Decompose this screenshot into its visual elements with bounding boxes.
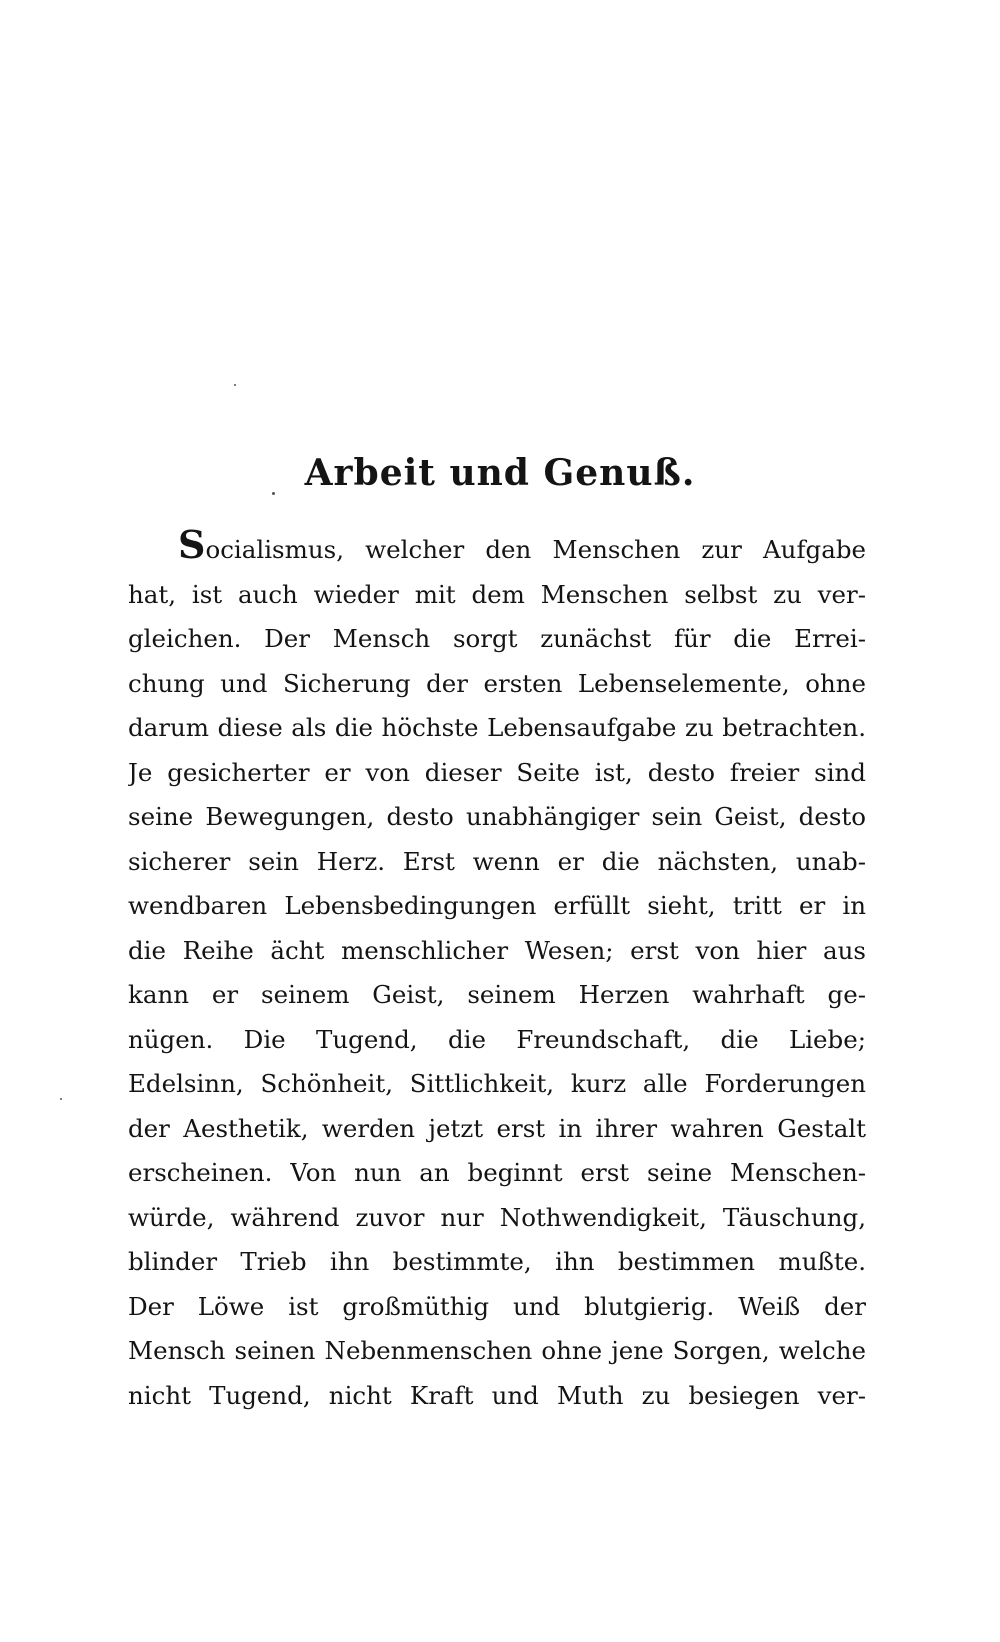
text-line: darum diese als die höchste Lebensaufgabe zu betrachten. — [128, 713, 866, 742]
text-line: hat, ist auch wieder mit dem Menschen selbst zu ver- — [128, 579, 866, 609]
ink-speck — [60, 1098, 62, 1100]
drop-cap: S — [178, 528, 206, 567]
text-line: Mensch seinen Nebenmenschen ohne jene Sorgen, welche — [128, 1336, 866, 1365]
text-line: würde, während zuvor nur Nothwendigkeit, Täuschung, — [128, 1202, 866, 1232]
text-line — [128, 528, 866, 573]
text-line: Der Löwe ist großmüthig und blutgierig. Weiß der — [128, 1291, 866, 1321]
ink-speck — [272, 492, 275, 495]
text-line: der Aesthetik, werden jetzt erst in ihrer wahren Gestalt — [128, 1113, 866, 1143]
text-line: Edelsinn, Schönheit, Sittlichkeit, kurz alle Forderungen — [128, 1069, 866, 1098]
text-line: sicherer sein Herz. Erst wenn er die nächsten, unab- — [128, 846, 866, 876]
text-line: seine Bewegungen, desto unabhängiger sein Geist, desto — [128, 802, 866, 831]
text-line: chung und Sicherung der ersten Lebenselemente, ohne — [128, 668, 866, 698]
text-line-content: ocialismus, welcher den Menschen zur Aufgabe — [205, 535, 866, 564]
text-line: erscheinen. Von nun an beginnt erst seine Menschen- — [128, 1158, 866, 1187]
text-line: Je gesicherter er von dieser Seite ist, desto freier sind — [128, 757, 866, 787]
chapter-title: Arbeit und Genuß. — [304, 452, 696, 494]
text-line: die Reihe ächt menschlicher Wesen; erst von hier aus — [128, 935, 866, 965]
text-line: wendbaren Lebensbedingungen erfüllt sieht, tritt er in — [128, 891, 866, 920]
text-line: nicht Tugend, nicht Kraft und Muth zu besiegen ver- — [128, 1380, 866, 1410]
text-line: nügen. Die Tugend, die Freundschaft, die Liebe; — [128, 1024, 866, 1054]
text-line: gleichen. Der Mensch sorgt zunächst für die Errei- — [128, 624, 866, 653]
ink-speck — [234, 384, 236, 386]
chapter-paragraph — [128, 528, 866, 1418]
text-line: kann er seinem Geist, seinem Herzen wahrhaft ge- — [128, 980, 866, 1009]
text-line: blinder Trieb ihn bestimmte, ihn bestimmen mußte. — [128, 1247, 866, 1276]
